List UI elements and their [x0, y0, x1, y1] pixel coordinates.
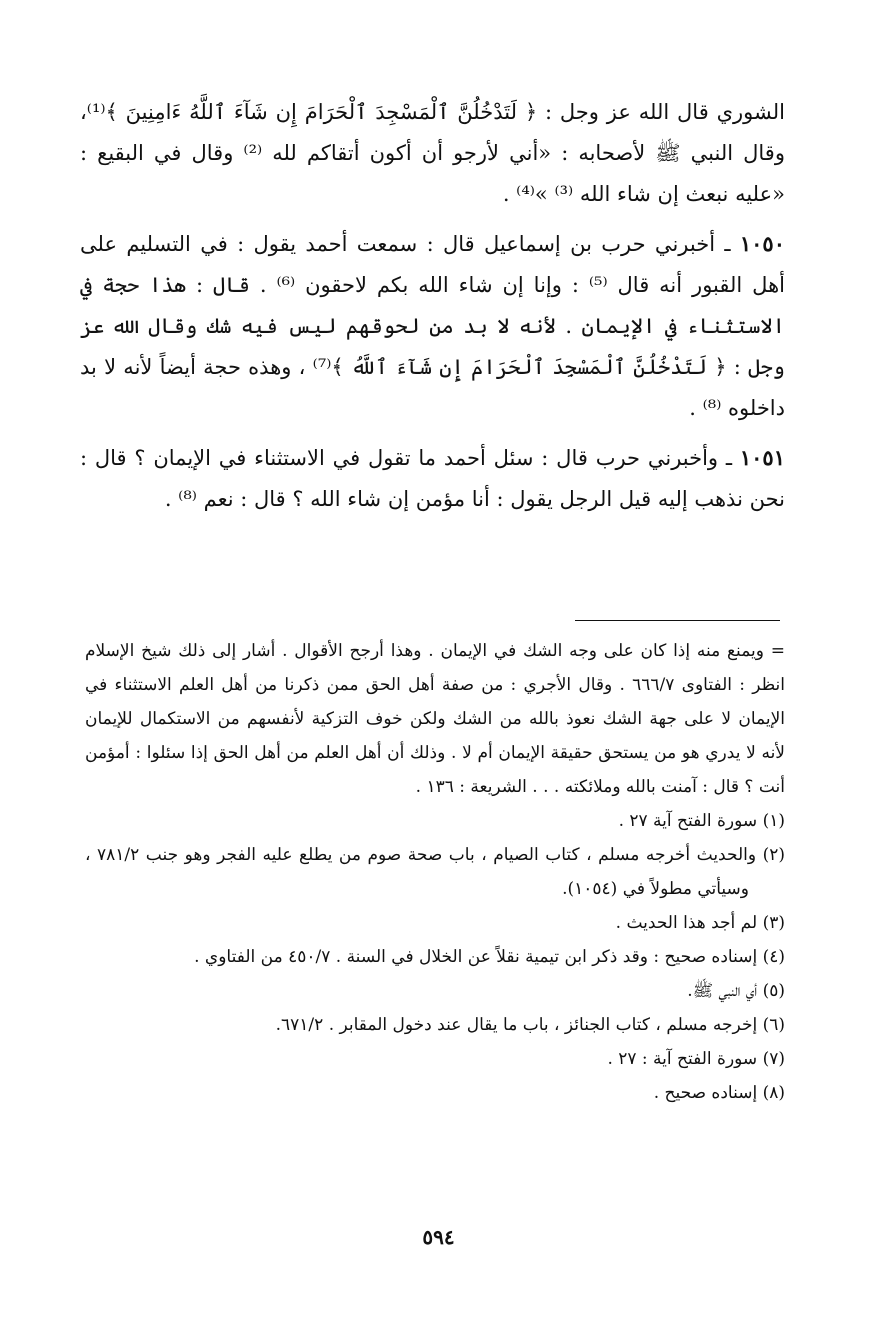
- footnote-6: (٦) إخرجه مسلم ، كتاب الجنائز ، باب ما يقال عند دخول المقابر . ٦٧١/٢.: [275, 1015, 785, 1035]
- paragraph-1051: [80, 437, 785, 520]
- paragraph-number: ١٠٥٠: [739, 231, 785, 256]
- paragraph-text: ـ أخبرني حرب بن إسماعيل قال : سمعت أحمد يقول : في التسليم على أهل القبور أنه قال ⁽⁵⁾ : وإنا إن شاء الله بكم لاحقون ⁽⁶⁾ . قال : هذا حجة في الاستثناء في الإيمان . لأنه لا بد من لحوقهم ليس فيه شك وقال الله عز وجل : ﴿ لَتَدْخُلُنَّ ٱلْمَسْجِدَ ٱلْحَرَامَ إِن شَآءَ ٱللَّهُ ﴾⁽⁷⁾ ، وهذه حجة أيضاً لأنه لا بد داخلوه ⁽⁸⁾ .: [80, 232, 785, 420]
- paragraph-number: ١٠٥١: [739, 445, 785, 470]
- footnote-continuation: = ويمنع منه إذا كان على وجه الشك في الإيمان . وهذا أرجح الأقوال . أشار إلى ذلك شيخ الإسلام انظر : الفتاوى ٦٦٦/٧ . وقال الأجري : من صفة أهل الحق ممن ذكرنا من أهل العلم الاستثناء في الإيمان لا على جهة الشك نعوذ بالله من الشك ولكن خوف التزكية لأنفسهم من الاستكمال للإيمان لأنه لا يدري هو من يستحق حقيقة الإيمان أم لا . وذلك أن أهل العلم من أهل الحق إذا سئلوا : أمؤمن أنت ؟ قال : آمنت بالله وملائكته . . . الشريعة : ١٣٦ .: [85, 641, 785, 797]
- footnote-3: (٣) لم أجد هذا الحديث .: [615, 913, 785, 933]
- paragraph-1: الشوري قال الله عز وجل : ﴿ لَتَدْخُلُنَّ ٱلْمَسْجِدَ ٱلْحَرَامَ إِن شَآءَ ٱللَّهُ ءَامِنِينَ ﴾⁽¹⁾، وقال النبي ﷺ لأصحابه : «أني لأرجو أن أكون أتقاكم لله ⁽²⁾ وقال في البقيع : «عليه نبعث إن شاء الله ⁽³⁾ »⁽⁴⁾ .: [80, 100, 785, 206]
- footnotes: [85, 634, 785, 1110]
- main-text: [80, 92, 785, 528]
- page-number: ٥٩٤: [422, 1225, 455, 1249]
- footnote-2: (٢) والحديث أخرجه مسلم ، كتاب الصيام ، باب صحة صوم من يطلع عليه الفجر وهو جنب ٧٨١/٢ ، وسيأتي مطولاً في (١٠٥٤).: [85, 845, 786, 899]
- paragraph-text: ـ وأخبرني حرب قال : سئل أحمد ما تقول في الاستثناء في الإيمان ؟ قال : نحن نذهب إليه قيل الرجل يقول : أنا مؤمن إن شاء الله ؟ قال : نعم ⁽⁸⁾ .: [80, 446, 785, 511]
- footnote-1: (١) سورة الفتح آية ٢٧ .: [618, 811, 785, 831]
- footnote-7: (٧) سورة الفتح آية : ٢٧ .: [607, 1049, 785, 1069]
- footnote-8: (٨) إسناده صحيح .: [653, 1083, 785, 1103]
- footnote-4: (٤) إسناده صحيح : وقد ذكر ابن تيمية نقلاً عن الخلال في السنة . ٤٥٠/٧ من الفتاوي .: [194, 947, 785, 967]
- paragraph-1050: [80, 223, 785, 429]
- footnote-separator: [575, 620, 780, 621]
- footnote-5: (٥) أي النبي ﷺ.: [687, 981, 785, 1001]
